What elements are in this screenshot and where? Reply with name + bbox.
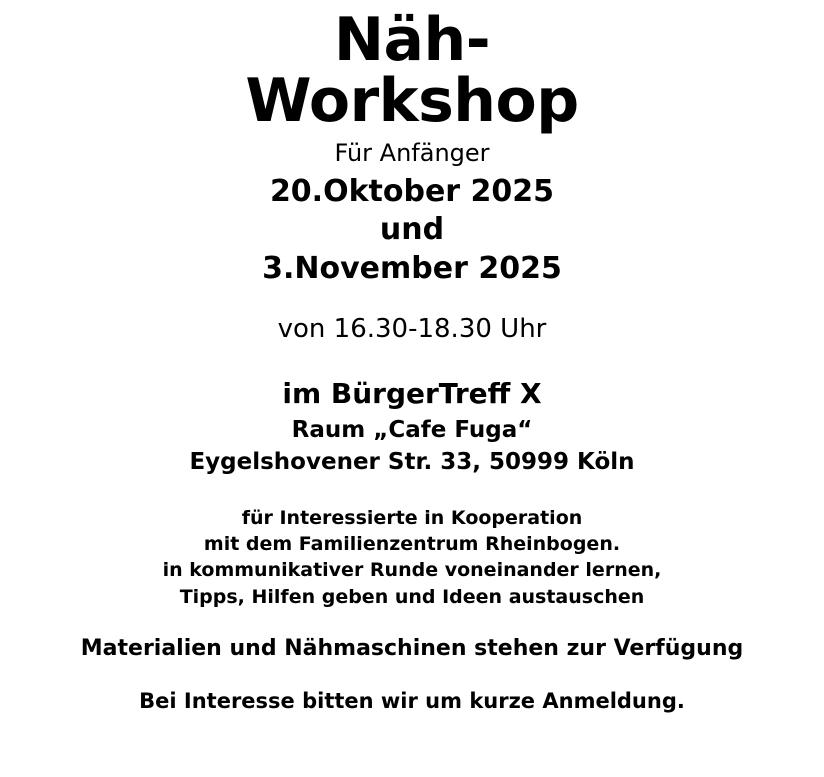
poster-date-second: 3.November 2025: [262, 250, 562, 286]
poster-info-line-3: in kommunikativer Runde voneinander lernen,: [162, 559, 662, 582]
poster-date-conjunction: und: [379, 212, 445, 248]
poster-venue-name: im BürgerTreff X: [282, 376, 542, 410]
poster-info-line-4: Tipps, Hilfen geben und Ideen austauschen: [179, 585, 645, 608]
poster-title-line-1: Näh-: [333, 5, 491, 75]
poster-info-block: [163, 505, 662, 610]
poster-venue-room: Raum „Cafe Fuga“: [291, 416, 533, 443]
poster-subtitle: Für Anfänger: [334, 139, 490, 168]
poster-info-line-1: für Interessierte in Kooperation: [241, 506, 583, 529]
poster-time: von 16.30-18.30 Uhr: [277, 313, 547, 344]
poster-date-first: 20.Oktober 2025: [269, 173, 555, 209]
poster-info-line-2: mit dem Familienzentrum Rheinbogen.: [203, 533, 621, 556]
poster-closing: Bei Interesse bitten wir um kurze Anmeldung.: [139, 688, 685, 713]
poster-venue-address: Eygelshovener Str. 33, 50999 Köln: [189, 448, 635, 475]
poster-highlight: Materialien und Nähmaschinen stehen zur Verfügung: [80, 635, 744, 661]
poster-title-line-2: Workshop: [245, 66, 579, 137]
